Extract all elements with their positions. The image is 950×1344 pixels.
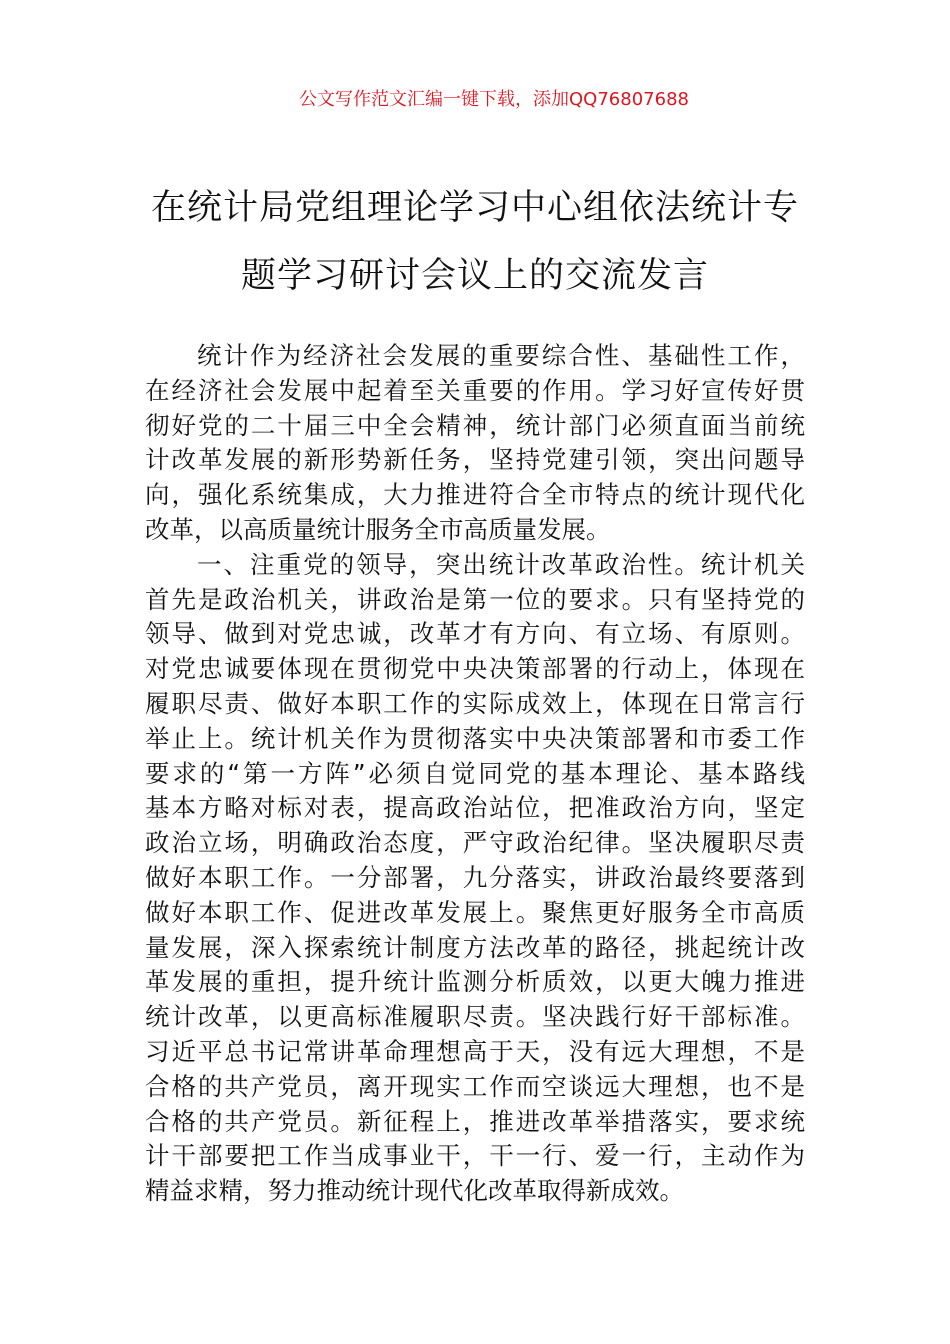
paragraph-line: 在经济社会发展中起着至关重要的作用。学习好宣传好贯 — [145, 375, 805, 405]
paragraph-line: 一、注重党的领导，突出统计改革政治性。统计机关 — [197, 549, 805, 579]
paragraph-line: 改革，以高质量统计服务全市高质量发展。 — [145, 514, 611, 544]
paragraph-line: 计改革发展的新形势新任务，坚持党建引领，突出问题导 — [145, 445, 805, 475]
document-title-line-1: 在统计局党组理论学习中心组依法统计专 — [150, 188, 799, 228]
paragraph-line: 对党忠诚要体现在贯彻党中央决策部署的行动上，体现在 — [145, 654, 805, 684]
paragraph-line: 举止上。统计机关作为贯彻落实中央决策部署和市委工作 — [145, 723, 805, 753]
paragraph-line: 向，强化系统集成，大力推进符合全市特点的统计现代化 — [145, 480, 805, 510]
paragraph-line: 要求的“第一方阵”必须自觉同党的基本理论、基本路线 — [145, 758, 805, 788]
paragraph-line: 做好本职工作。一分部署，九分落实，讲政治最终要落到 — [145, 862, 805, 892]
paragraph-line: 革发展的重担，提升统计监测分析质效，以更大魄力推进 — [145, 967, 805, 997]
paragraph-line: 习近平总书记常讲革命理想高于天，没有远大理想，不是 — [145, 1036, 805, 1066]
paragraph-line: 统计改革，以更高标准履职尽责。坚决践行好干部标准。 — [145, 1002, 805, 1032]
paragraph-line: 统计作为经济社会发展的重要综合性、基础性工作， — [197, 341, 805, 370]
paragraph-line: 彻好党的二十届三中全会精神，统计部门必须直面当前统 — [145, 410, 805, 440]
paragraph-line: 做好本职工作、促进改革发展上。聚焦更好服务全市高质 — [145, 897, 805, 927]
paragraph-line: 量发展，深入探索统计制度方法改革的路径，挑起统计改 — [145, 932, 805, 962]
paragraph-line: 合格的共产党员。新征程上，推进改革举措落实，要求统 — [145, 1106, 805, 1136]
paragraph-line: 精益求精，努力推动统计现代化改革取得新成效。 — [145, 1176, 684, 1206]
paragraph-line: 首先是政治机关，讲政治是第一位的要求。只有坚持党的 — [145, 584, 805, 614]
document-title-line-2: 题学习研讨会议上的交流发言 — [240, 256, 709, 296]
paragraph-line: 履职尽责、做好本职工作的实际成效上，体现在日常言行 — [145, 688, 805, 718]
paragraph-line: 政治立场，明确政治态度，严守政治纪律。坚决履职尽责 — [145, 828, 805, 858]
paragraph-line: 计干部要把工作当成事业干，干一行、爱一行，主动作为 — [145, 1141, 805, 1171]
paragraph-line: 合格的共产党员，离开现实工作而空谈远大理想，也不是 — [145, 1071, 805, 1101]
download-banner: 公文写作范文汇编一键下载，添加QQ76807688 — [299, 89, 689, 110]
paragraph-line: 领导、做到对党忠诚，改革才有方向、有立场、有原则。 — [145, 619, 805, 649]
document-body — [145, 339, 805, 1209]
paragraph-line: 基本方略对标对表，提高政治站位，把准政治方向，坚定 — [145, 793, 805, 823]
